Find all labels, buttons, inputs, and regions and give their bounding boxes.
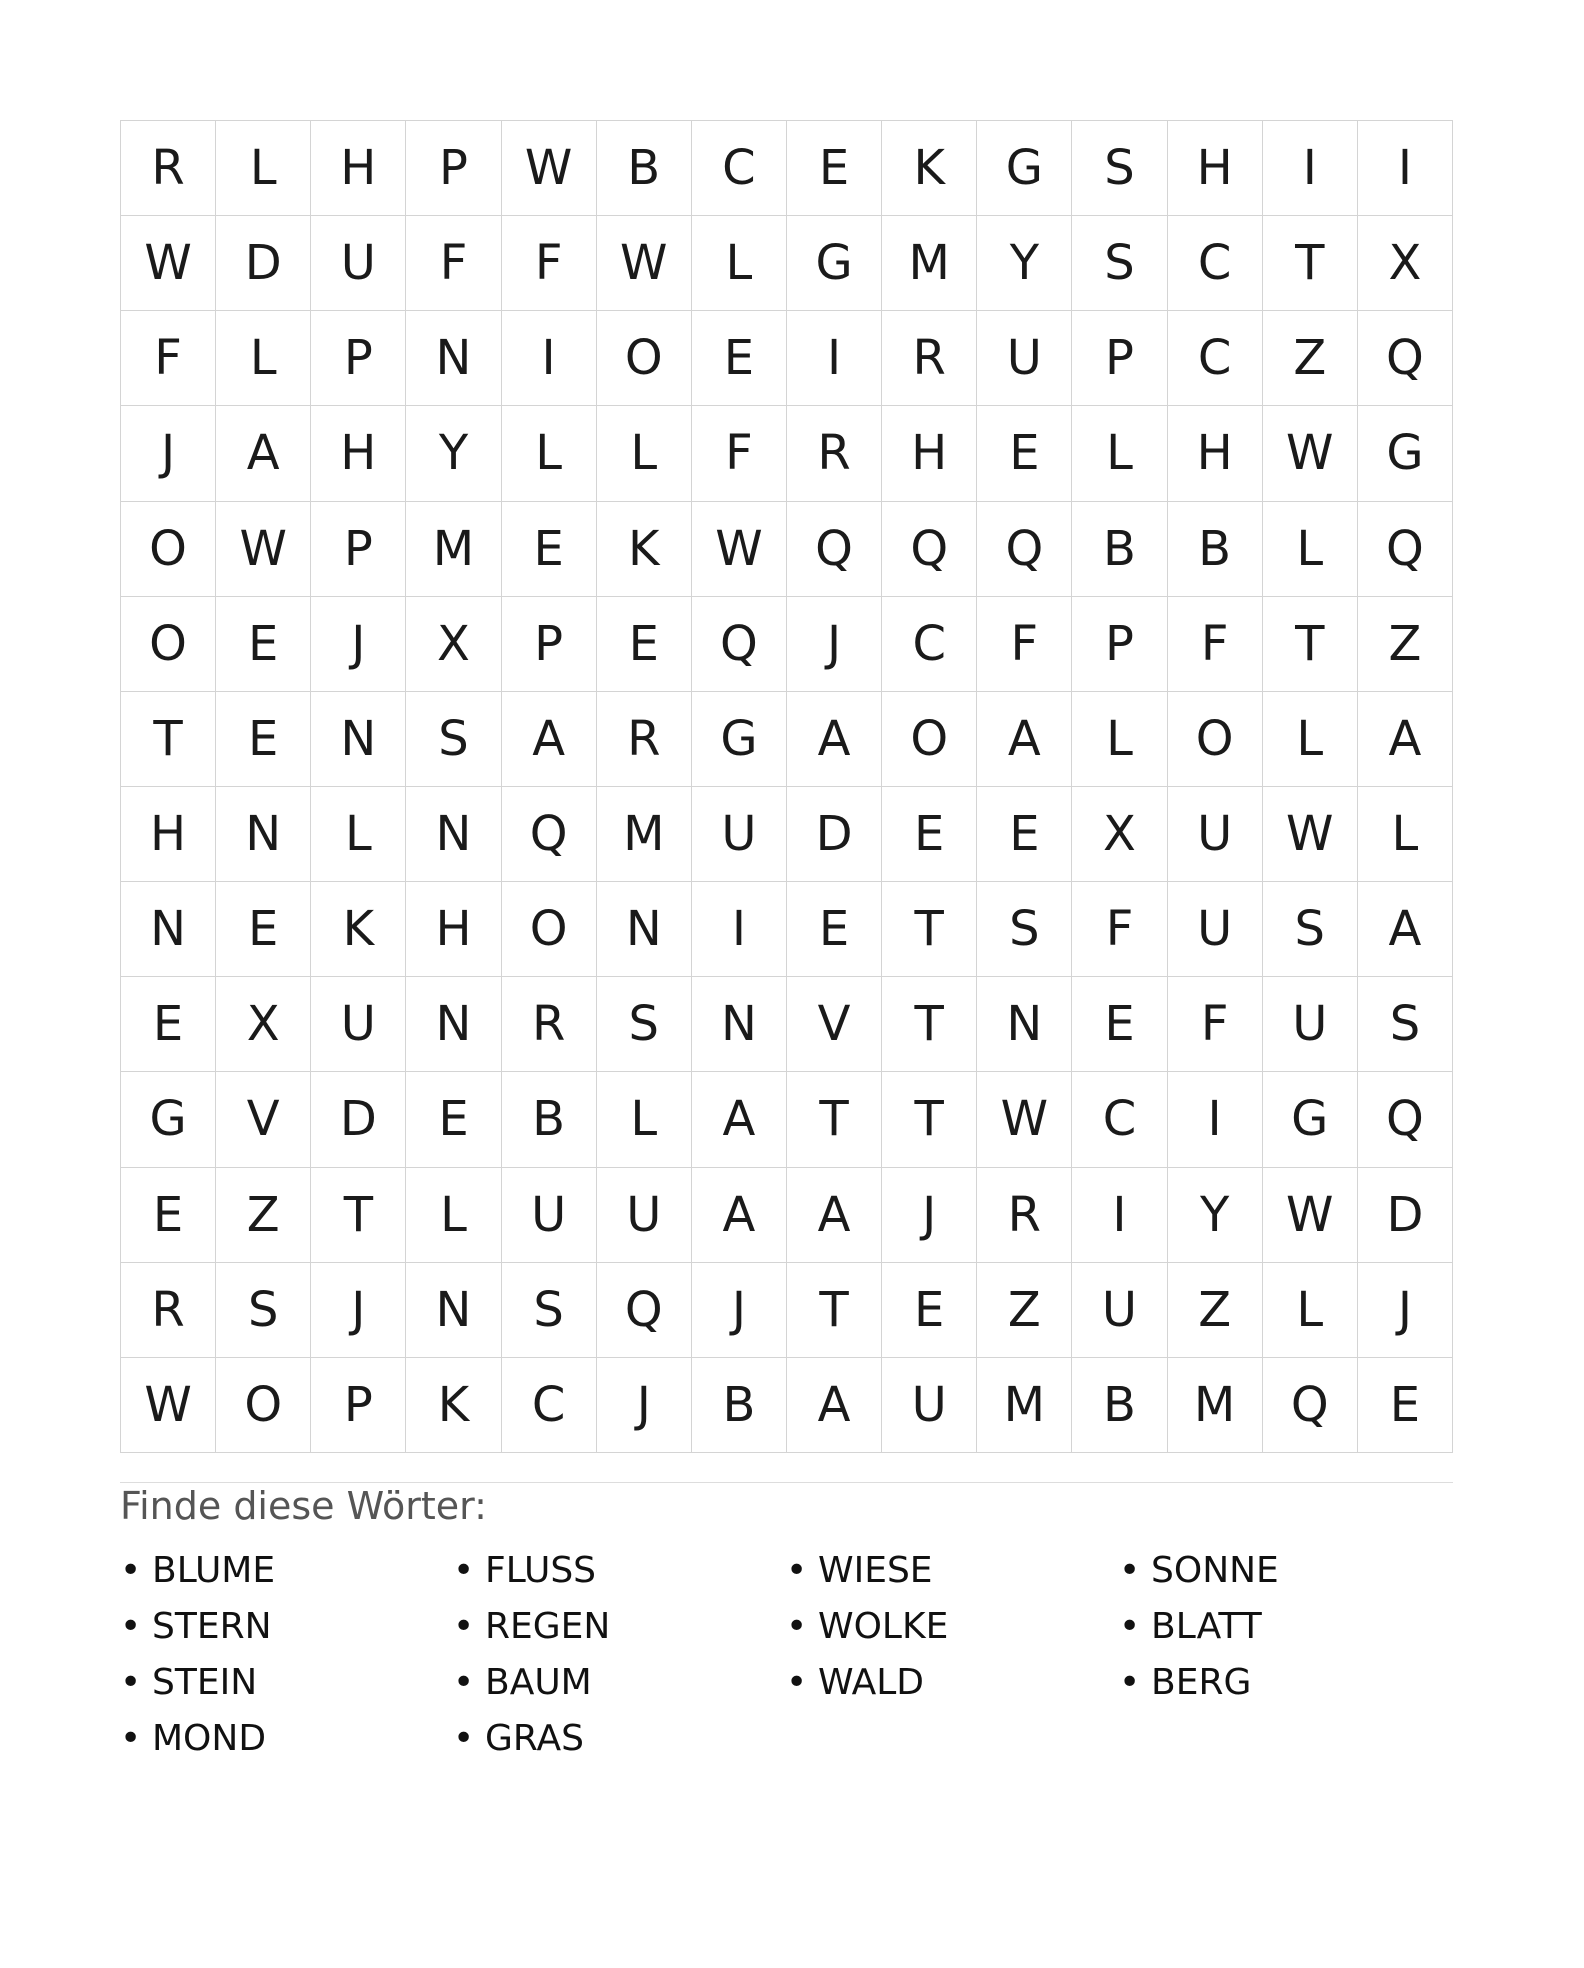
grid-cell[interactable]: G bbox=[787, 216, 882, 311]
grid-cell[interactable]: L bbox=[1072, 406, 1167, 501]
grid-cell[interactable]: N bbox=[406, 787, 501, 882]
word-label: BLATT bbox=[1151, 1605, 1262, 1647]
grid-cell[interactable]: B bbox=[692, 1358, 787, 1453]
word-item bbox=[1119, 1654, 1452, 1710]
grid-cell[interactable]: J bbox=[311, 1263, 406, 1358]
grid-cell[interactable]: N bbox=[977, 977, 1072, 1072]
grid-cell[interactable]: E bbox=[1358, 1358, 1453, 1453]
grid-cell[interactable]: E bbox=[216, 597, 311, 692]
bullet-icon: • bbox=[453, 1717, 475, 1759]
divider bbox=[120, 1482, 1453, 1483]
grid-cell[interactable]: E bbox=[406, 1072, 501, 1167]
grid-cell[interactable]: W bbox=[502, 121, 597, 216]
grid-cell[interactable]: A bbox=[1358, 692, 1453, 787]
grid-cell[interactable]: E bbox=[692, 311, 787, 406]
grid-cell[interactable]: I bbox=[787, 311, 882, 406]
grid-cell[interactable]: Q bbox=[1358, 1072, 1453, 1167]
grid-cell[interactable]: Z bbox=[1263, 311, 1358, 406]
grid-cell[interactable]: L bbox=[502, 406, 597, 501]
grid-cell[interactable]: H bbox=[882, 406, 977, 501]
word-label: STERN bbox=[152, 1605, 272, 1647]
grid-cell[interactable]: P bbox=[311, 311, 406, 406]
grid-cell[interactable]: Q bbox=[692, 597, 787, 692]
grid-cell[interactable]: U bbox=[597, 1168, 692, 1263]
grid-cell[interactable]: Q bbox=[977, 502, 1072, 597]
grid-cell[interactable]: F bbox=[406, 216, 501, 311]
grid-cell[interactable]: U bbox=[311, 977, 406, 1072]
grid-cell[interactable]: A bbox=[502, 692, 597, 787]
grid-cell[interactable]: Q bbox=[1263, 1358, 1358, 1453]
word-label: REGEN bbox=[485, 1605, 611, 1647]
grid-cell[interactable]: A bbox=[1358, 882, 1453, 977]
grid-cell[interactable]: B bbox=[1072, 1358, 1167, 1453]
word-label: STEIN bbox=[152, 1661, 258, 1703]
grid-cell[interactable]: A bbox=[787, 1358, 882, 1453]
grid-cell[interactable]: W bbox=[1263, 406, 1358, 501]
grid-cell[interactable]: M bbox=[882, 216, 977, 311]
word-label: SONNE bbox=[1151, 1549, 1279, 1591]
grid-cell[interactable]: T bbox=[882, 882, 977, 977]
grid-cell[interactable]: E bbox=[882, 787, 977, 882]
grid-cell[interactable]: C bbox=[692, 121, 787, 216]
grid-cell[interactable]: R bbox=[502, 977, 597, 1072]
grid-cell[interactable]: U bbox=[502, 1168, 597, 1263]
grid-cell[interactable]: Q bbox=[597, 1263, 692, 1358]
word-item bbox=[1119, 1542, 1452, 1598]
grid-cell[interactable]: L bbox=[1263, 1263, 1358, 1358]
grid-cell[interactable]: L bbox=[216, 121, 311, 216]
grid-cell[interactable]: S bbox=[1072, 121, 1167, 216]
word-item bbox=[786, 1598, 1119, 1654]
word-item bbox=[1119, 1598, 1452, 1654]
grid-cell[interactable]: I bbox=[692, 882, 787, 977]
word-item bbox=[453, 1654, 786, 1710]
word-label: WALD bbox=[818, 1661, 925, 1703]
grid-cell[interactable]: U bbox=[692, 787, 787, 882]
grid-cell[interactable]: C bbox=[882, 597, 977, 692]
grid-cell[interactable]: P bbox=[1072, 597, 1167, 692]
grid-cell[interactable]: X bbox=[1072, 787, 1167, 882]
grid-cell[interactable]: A bbox=[977, 692, 1072, 787]
grid-cell[interactable]: W bbox=[977, 1072, 1072, 1167]
grid-cell[interactable]: T bbox=[882, 977, 977, 1072]
grid-cell[interactable]: I bbox=[1072, 1168, 1167, 1263]
bullet-icon: • bbox=[786, 1549, 808, 1591]
grid-cell[interactable]: S bbox=[1072, 216, 1167, 311]
grid-cell[interactable]: N bbox=[311, 692, 406, 787]
grid-cell[interactable]: U bbox=[977, 311, 1072, 406]
bullet-icon: • bbox=[120, 1661, 142, 1703]
grid-cell[interactable]: J bbox=[1358, 1263, 1453, 1358]
grid-cell[interactable]: W bbox=[692, 502, 787, 597]
word-item bbox=[120, 1542, 453, 1598]
grid-cell[interactable]: G bbox=[977, 121, 1072, 216]
grid-cell[interactable]: V bbox=[216, 1072, 311, 1167]
grid-cell[interactable]: I bbox=[502, 311, 597, 406]
grid-cell[interactable]: L bbox=[1263, 502, 1358, 597]
grid-cell[interactable]: T bbox=[882, 1072, 977, 1167]
grid-cell[interactable]: V bbox=[787, 977, 882, 1072]
grid-cell[interactable]: Q bbox=[502, 787, 597, 882]
grid-cell[interactable]: O bbox=[597, 311, 692, 406]
grid-cell[interactable]: T bbox=[121, 692, 216, 787]
grid-cell[interactable]: L bbox=[1358, 787, 1453, 882]
grid-cell[interactable]: F bbox=[502, 216, 597, 311]
grid-cell[interactable]: U bbox=[882, 1358, 977, 1453]
grid-cell[interactable]: L bbox=[1263, 692, 1358, 787]
grid-cell[interactable]: G bbox=[692, 692, 787, 787]
grid-cell[interactable]: J bbox=[692, 1263, 787, 1358]
bullet-icon: • bbox=[453, 1549, 475, 1591]
grid-cell[interactable]: Y bbox=[406, 406, 501, 501]
grid-cell[interactable]: D bbox=[311, 1072, 406, 1167]
grid-cell[interactable]: O bbox=[502, 882, 597, 977]
word-item bbox=[453, 1542, 786, 1598]
grid-cell[interactable]: Z bbox=[1168, 1263, 1263, 1358]
grid-cell[interactable]: A bbox=[787, 692, 882, 787]
grid-cell[interactable]: X bbox=[216, 977, 311, 1072]
bullet-icon: • bbox=[1119, 1661, 1141, 1703]
grid-cell[interactable]: D bbox=[1358, 1168, 1453, 1263]
bullet-icon: • bbox=[1119, 1605, 1141, 1647]
grid-cell[interactable]: L bbox=[597, 1072, 692, 1167]
bullet-icon: • bbox=[786, 1661, 808, 1703]
grid-cell[interactable]: E bbox=[977, 406, 1072, 501]
grid-cell[interactable]: L bbox=[597, 406, 692, 501]
grid-cell[interactable]: M bbox=[1168, 1358, 1263, 1453]
grid-cell[interactable]: Q bbox=[1358, 502, 1453, 597]
grid-cell[interactable]: E bbox=[787, 882, 882, 977]
word-label: MOND bbox=[152, 1717, 267, 1759]
bullet-icon: • bbox=[120, 1717, 142, 1759]
grid-cell[interactable]: E bbox=[121, 1168, 216, 1263]
grid-cell[interactable]: W bbox=[216, 502, 311, 597]
grid-cell[interactable]: I bbox=[1263, 121, 1358, 216]
grid-cell[interactable]: M bbox=[977, 1358, 1072, 1453]
grid-cell[interactable]: X bbox=[406, 597, 501, 692]
grid-cell[interactable]: J bbox=[787, 597, 882, 692]
grid-cell[interactable]: R bbox=[787, 406, 882, 501]
grid-cell[interactable]: F bbox=[1168, 597, 1263, 692]
grid-cell[interactable]: X bbox=[1358, 216, 1453, 311]
grid-cell[interactable]: D bbox=[216, 216, 311, 311]
grid-cell[interactable]: E bbox=[787, 121, 882, 216]
grid-cell[interactable]: L bbox=[1072, 692, 1167, 787]
grid-cell[interactable]: W bbox=[597, 216, 692, 311]
grid-cell[interactable]: U bbox=[1072, 1263, 1167, 1358]
bullet-icon: • bbox=[1119, 1549, 1141, 1591]
grid-cell[interactable]: B bbox=[1072, 502, 1167, 597]
grid-cell[interactable]: Z bbox=[977, 1263, 1072, 1358]
grid-cell[interactable]: C bbox=[1072, 1072, 1167, 1167]
grid-cell[interactable]: T bbox=[1263, 597, 1358, 692]
grid-cell[interactable]: E bbox=[121, 977, 216, 1072]
grid-cell[interactable]: A bbox=[692, 1072, 787, 1167]
grid-cell[interactable]: Y bbox=[1168, 1168, 1263, 1263]
grid-cell[interactable]: D bbox=[787, 787, 882, 882]
grid-cell[interactable]: H bbox=[311, 121, 406, 216]
grid-cell[interactable]: R bbox=[121, 121, 216, 216]
grid-cell[interactable]: J bbox=[121, 406, 216, 501]
grid-cell[interactable]: F bbox=[1168, 977, 1263, 1072]
bullet-icon: • bbox=[453, 1605, 475, 1647]
grid-cell[interactable]: R bbox=[121, 1263, 216, 1358]
grid-cell[interactable]: N bbox=[597, 882, 692, 977]
grid-cell[interactable]: N bbox=[406, 977, 501, 1072]
grid-cell[interactable]: B bbox=[502, 1072, 597, 1167]
word-list-title: Finde diese Wörter: bbox=[120, 1484, 487, 1528]
grid-cell[interactable]: E bbox=[216, 882, 311, 977]
grid-cell[interactable]: E bbox=[882, 1263, 977, 1358]
grid-cell[interactable]: O bbox=[1168, 692, 1263, 787]
grid-cell[interactable]: W bbox=[121, 1358, 216, 1453]
grid-cell[interactable]: G bbox=[1358, 406, 1453, 501]
grid-cell[interactable]: G bbox=[1263, 1072, 1358, 1167]
word-item bbox=[453, 1598, 786, 1654]
bullet-icon: • bbox=[453, 1661, 475, 1703]
grid-cell[interactable]: W bbox=[121, 216, 216, 311]
grid-cell[interactable]: H bbox=[406, 882, 501, 977]
grid-cell[interactable]: W bbox=[1263, 787, 1358, 882]
grid-cell[interactable]: L bbox=[692, 216, 787, 311]
word-label: BLUME bbox=[152, 1549, 276, 1591]
word-item bbox=[453, 1710, 786, 1766]
grid-cell[interactable]: K bbox=[406, 1358, 501, 1453]
grid-cell[interactable]: K bbox=[882, 121, 977, 216]
grid-cell[interactable]: W bbox=[1263, 1168, 1358, 1263]
grid-cell[interactable]: F bbox=[692, 406, 787, 501]
grid-cell[interactable]: P bbox=[311, 502, 406, 597]
grid-cell[interactable]: P bbox=[406, 121, 501, 216]
grid-cell[interactable]: J bbox=[882, 1168, 977, 1263]
grid-cell[interactable]: M bbox=[406, 502, 501, 597]
grid-cell[interactable]: C bbox=[1168, 311, 1263, 406]
grid-cell[interactable]: H bbox=[1168, 406, 1263, 501]
grid-cell[interactable]: J bbox=[597, 1358, 692, 1453]
grid-cell[interactable]: L bbox=[406, 1168, 501, 1263]
word-item bbox=[786, 1654, 1119, 1710]
grid-cell[interactable]: A bbox=[692, 1168, 787, 1263]
grid-cell[interactable]: Q bbox=[787, 502, 882, 597]
word-item bbox=[120, 1710, 453, 1766]
word-label: BAUM bbox=[485, 1661, 592, 1703]
grid-cell[interactable]: N bbox=[216, 787, 311, 882]
grid-cell[interactable]: Q bbox=[1358, 311, 1453, 406]
grid-cell[interactable]: F bbox=[977, 597, 1072, 692]
grid-cell[interactable]: M bbox=[597, 787, 692, 882]
grid-cell[interactable]: O bbox=[216, 1358, 311, 1453]
grid-cell[interactable]: S bbox=[502, 1263, 597, 1358]
grid-cell[interactable]: F bbox=[121, 311, 216, 406]
grid-cell[interactable]: O bbox=[121, 502, 216, 597]
grid-cell[interactable]: T bbox=[787, 1072, 882, 1167]
grid-cell[interactable]: L bbox=[216, 311, 311, 406]
grid-cell[interactable]: E bbox=[1072, 977, 1167, 1072]
grid-cell[interactable]: S bbox=[597, 977, 692, 1072]
grid-cell[interactable]: C bbox=[1168, 216, 1263, 311]
grid-cell[interactable]: R bbox=[882, 311, 977, 406]
grid-cell[interactable]: I bbox=[1168, 1072, 1263, 1167]
grid-cell[interactable]: T bbox=[787, 1263, 882, 1358]
bullet-icon: • bbox=[120, 1549, 142, 1591]
grid-cell[interactable]: J bbox=[311, 597, 406, 692]
grid-cell[interactable]: I bbox=[1358, 121, 1453, 216]
grid-cell[interactable]: E bbox=[216, 692, 311, 787]
grid-cell[interactable]: L bbox=[311, 787, 406, 882]
word-label: FLUSS bbox=[485, 1549, 597, 1591]
grid-cell[interactable]: P bbox=[1072, 311, 1167, 406]
grid-cell[interactable]: R bbox=[597, 692, 692, 787]
grid-cell[interactable]: H bbox=[121, 787, 216, 882]
grid-cell[interactable]: S bbox=[406, 692, 501, 787]
grid-cell[interactable]: S bbox=[216, 1263, 311, 1358]
grid-cell[interactable]: T bbox=[1263, 216, 1358, 311]
word-label: WIESE bbox=[818, 1549, 933, 1591]
grid-cell[interactable]: N bbox=[406, 1263, 501, 1358]
grid-cell[interactable]: B bbox=[597, 121, 692, 216]
word-item bbox=[786, 1542, 1119, 1598]
word-label: WOLKE bbox=[818, 1605, 949, 1647]
grid-cell[interactable]: H bbox=[311, 406, 406, 501]
grid-cell[interactable]: S bbox=[977, 882, 1072, 977]
grid-cell[interactable]: G bbox=[121, 1072, 216, 1167]
grid-cell[interactable]: U bbox=[1168, 787, 1263, 882]
grid-cell[interactable]: U bbox=[311, 216, 406, 311]
grid-cell[interactable]: U bbox=[1263, 977, 1358, 1072]
bullet-icon: • bbox=[786, 1605, 808, 1647]
grid-cell[interactable]: N bbox=[692, 977, 787, 1072]
grid-cell[interactable]: Z bbox=[1358, 597, 1453, 692]
grid-cell[interactable]: T bbox=[311, 1168, 406, 1263]
grid-cell[interactable]: Z bbox=[216, 1168, 311, 1263]
grid-cell[interactable]: N bbox=[121, 882, 216, 977]
word-label: GRAS bbox=[485, 1717, 584, 1759]
grid-cell[interactable]: P bbox=[311, 1358, 406, 1453]
grid-cell[interactable]: K bbox=[311, 882, 406, 977]
grid-cell[interactable]: C bbox=[502, 1358, 597, 1453]
grid-cell[interactable]: E bbox=[977, 787, 1072, 882]
grid-cell[interactable]: Y bbox=[977, 216, 1072, 311]
grid-cell[interactable]: A bbox=[216, 406, 311, 501]
grid-cell[interactable]: F bbox=[1072, 882, 1167, 977]
bullet-icon: • bbox=[120, 1605, 142, 1647]
word-list bbox=[120, 1542, 1453, 1766]
grid-cell[interactable]: A bbox=[787, 1168, 882, 1263]
grid-cell[interactable]: B bbox=[1168, 502, 1263, 597]
letter-grid bbox=[120, 120, 1453, 1453]
word-item bbox=[120, 1654, 453, 1710]
grid-cell[interactable]: H bbox=[1168, 121, 1263, 216]
grid-cell[interactable]: S bbox=[1263, 882, 1358, 977]
word-item bbox=[120, 1598, 453, 1654]
grid-cell[interactable]: O bbox=[882, 692, 977, 787]
grid-cell[interactable]: N bbox=[406, 311, 501, 406]
grid-cell[interactable]: O bbox=[121, 597, 216, 692]
grid-cell[interactable]: Q bbox=[882, 502, 977, 597]
grid-cell[interactable]: E bbox=[597, 597, 692, 692]
grid-cell[interactable]: R bbox=[977, 1168, 1072, 1263]
grid-cell[interactable]: U bbox=[1168, 882, 1263, 977]
grid-cell[interactable]: K bbox=[597, 502, 692, 597]
grid-cell[interactable]: P bbox=[502, 597, 597, 692]
word-label: BERG bbox=[1151, 1661, 1252, 1703]
grid-cell[interactable]: E bbox=[502, 502, 597, 597]
grid-cell[interactable]: S bbox=[1358, 977, 1453, 1072]
